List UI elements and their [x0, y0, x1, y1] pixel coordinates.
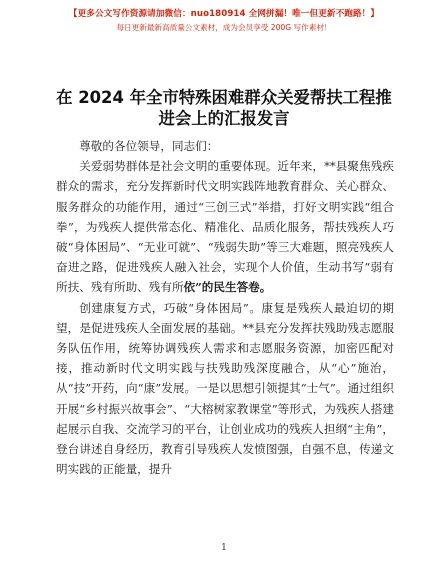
promo-banner-line2: 每日更新最新高质量公文素材，成为会员享受 200G 写作素材！ [116, 23, 332, 32]
paragraph-1 [56, 156, 394, 297]
promo-banner-line1: 【更多公文写作资源请加微信：nuo180914 全网拼漏！唯一但更新不跑路！】 [68, 9, 380, 19]
paragraph-1-text: 关爱弱势群体是社会文明的重要体现。近年来，**县聚焦残疾群众的需求，充分发挥新时代文明实践阵地教育群众、关心群众、服务群众的功能作用，通过“三创三式”举措，打好文明实践“组合拳”，为残疾人提供常态化、精准化、品质化服务，帮扶残疾人巧破“身体困局”、“无业可就”、“残弱失助”等三大难题，照亮残疾人奋进之路，促进残疾人融入社会，实现个人价值，生动书写“弱有所扶、残有所助、残有所 [56, 159, 394, 295]
paragraph-2: 创建康复方式，巧破“身体困局”。康复是残疾人最迫切的期望，是促进残疾人全面发展的基础。**县充分发挥扶残助残志愿服务队伍作用，统筹协调残疾人需求和志愿服务资源，加密匹配对接，推动新时代文明实践与扶残助残深度融合，从“心”施治，从“技”开药，向“康”发展。一是以思想引领提其“士气”。通过组织开展“乡村振兴故事会”、“大榕树家教课堂”等形式，为残疾人搭建起展示自我、交流学习的平台，让创业成功的残疾人担纲“主角”，登台讲述自身经历，教育引导残疾人发愤图强，自强不息，传递文明实践的正能量，提升 [56, 300, 394, 477]
salutation: 尊敬的各位领导，同志们： [79, 139, 219, 153]
page-number: 1 [221, 543, 227, 553]
document-body [56, 136, 394, 479]
paragraph-1-highlight: 依”的民生答卷。 [183, 280, 272, 295]
document-title: 在 2024 年全市特殊困难群众关爱帮扶工程推进会上的汇报发言 [56, 88, 392, 128]
promo-banner [0, 8, 448, 33]
